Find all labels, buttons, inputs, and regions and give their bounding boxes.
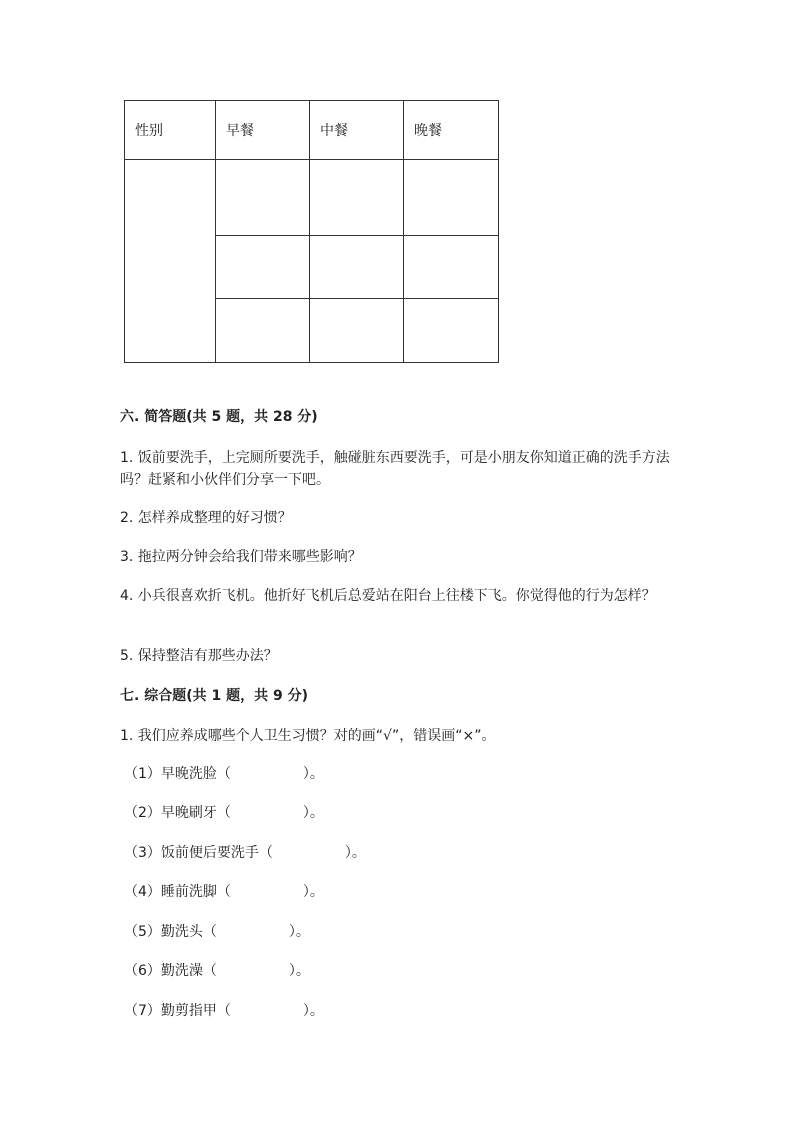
table-cell — [216, 160, 310, 236]
item-text: 勤洗头（ — [160, 924, 217, 940]
question-3: 3. 拖拉两分钟会给我们带来哪些影响？ — [120, 549, 362, 565]
checklist-item — [124, 881, 324, 903]
question-4: 4. 小兵很喜欢折飞机。他折好飞机后总爱站在阳台上往楼下飞。你觉得他的行为怎样？ — [120, 588, 656, 604]
section7-heading: 七. 综合题(共 1 题，共 9 分) — [120, 688, 308, 704]
item-text: 勤洗澡（ — [160, 963, 217, 979]
table-row — [125, 160, 499, 236]
item-number: （4） — [124, 884, 161, 900]
item-number: （1） — [124, 766, 161, 782]
header-lunch: 中餐 — [310, 101, 404, 160]
header-gender: 性别 — [125, 101, 216, 160]
question-2: 2. 怎样养成整理的好习惯？ — [120, 510, 292, 526]
table-cell — [310, 160, 404, 236]
item-text: 早晚洗脸（ — [160, 766, 231, 782]
item-number: （6） — [124, 963, 161, 979]
item-end: ）。 — [302, 884, 324, 900]
checklist-item — [124, 763, 324, 785]
item-number: （5） — [124, 924, 161, 940]
table-cell — [310, 299, 404, 363]
table-cell — [404, 299, 499, 363]
table-cell — [310, 236, 404, 299]
item-end: ）。 — [344, 845, 366, 861]
item-text: 早晚刷牙（ — [160, 805, 231, 821]
section7-question: 1. 我们应养成哪些个人卫生习惯？对的画“√”，错误画“×”。 — [120, 728, 496, 744]
table-cell — [404, 160, 499, 236]
item-text: 勤剪指甲（ — [160, 1003, 231, 1019]
checklist-item — [124, 921, 310, 943]
question-1: 1. 饭前要洗手，上完厕所要洗手，触碰脏东西要洗手，可是小朋友你知道正确的洗手方法吗？赶紧和小伙伴们分享一下吧。 — [120, 450, 670, 488]
item-end: ）。 — [302, 805, 324, 821]
item-number: （2） — [124, 805, 161, 821]
checklist-item — [124, 842, 366, 864]
item-text: 睡前洗脚（ — [160, 884, 231, 900]
item-end: ）。 — [302, 1003, 324, 1019]
table-cell — [404, 236, 499, 299]
checklist-item — [124, 960, 310, 982]
item-end: ）。 — [288, 924, 310, 940]
checklist-item — [124, 802, 324, 824]
item-number: （3） — [124, 845, 161, 861]
gender-cell — [125, 160, 216, 363]
item-number: （7） — [124, 1003, 161, 1019]
header-dinner: 晚餐 — [404, 101, 499, 160]
table-header-row — [125, 101, 499, 160]
item-text: 饭前便后要洗手（ — [160, 845, 273, 861]
table-cell — [216, 299, 310, 363]
meal-table — [124, 100, 499, 363]
checklist-item — [124, 1000, 324, 1022]
question-5: 5. 保持整洁有那些办法？ — [120, 648, 278, 664]
header-breakfast: 早餐 — [216, 101, 310, 160]
item-end: ）。 — [288, 963, 310, 979]
section6-heading: 六. 简答题(共 5 题，共 28 分) — [120, 409, 318, 425]
table-cell — [216, 236, 310, 299]
item-end: ）。 — [302, 766, 324, 782]
